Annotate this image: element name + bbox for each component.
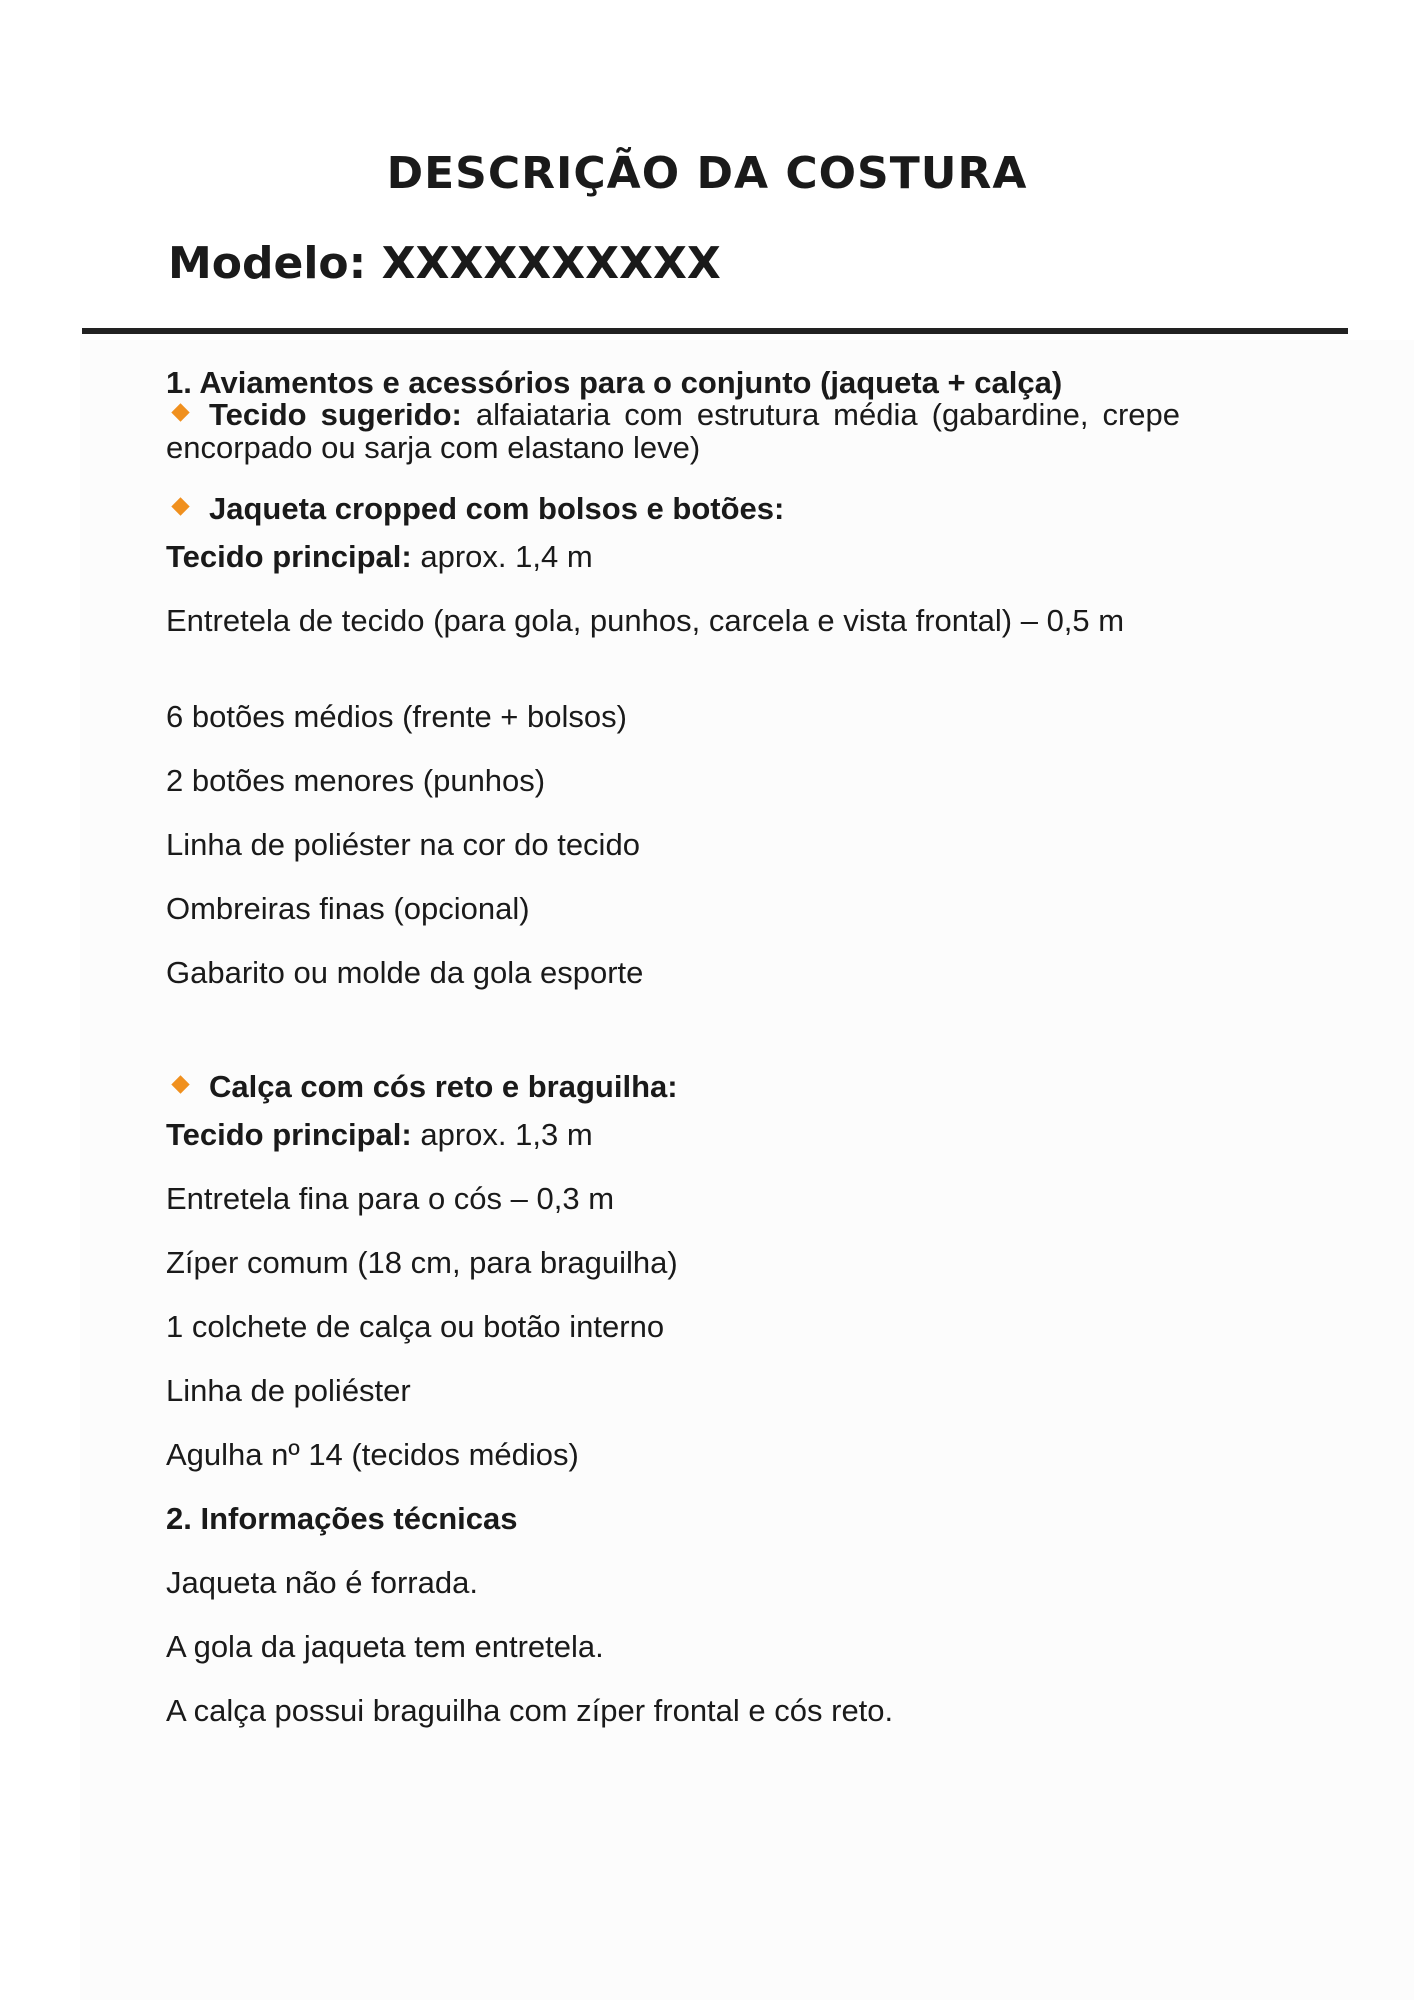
- jacket-title: Jaqueta cropped com bolsos e botões:: [209, 491, 785, 526]
- jacket-main-fabric-label: Tecido principal:: [166, 539, 412, 574]
- page-background: [80, 340, 1414, 2000]
- pants-main-fabric: [166, 1118, 1180, 1151]
- jacket-item: 6 botões médios (frente + bolsos): [166, 699, 627, 734]
- model-line: [168, 238, 721, 289]
- document-title: DESCRIÇÃO DA COSTURA: [386, 148, 1028, 199]
- suggested-fabric-text: alfaiataria com estrutura média (gabardine, crepe encorpado ou sarja com elastano leve): [166, 397, 1180, 465]
- section-1-heading: 1. Aviamentos e acessórios para o conjunto (jaqueta + calça): [166, 365, 1063, 400]
- diamond-bullet-icon: [171, 497, 189, 515]
- jacket-item: Ombreiras finas (opcional): [166, 891, 530, 926]
- section-2-heading: 2. Informações técnicas: [166, 1501, 518, 1536]
- suggested-fabric: [166, 398, 1180, 464]
- model-value: XXXXXXXXXX: [381, 238, 721, 289]
- jacket-item: Entretela de tecido (para gola, punhos, carcela e vista frontal) – 0,5 m: [166, 603, 1125, 638]
- jacket-heading: [166, 492, 1180, 525]
- jacket-item: Gabarito ou molde da gola esporte: [166, 955, 644, 990]
- pants-main-fabric-value: aprox. 1,3 m: [420, 1117, 593, 1152]
- diamond-bullet-icon: [171, 1075, 189, 1093]
- pants-item: 1 colchete de calça ou botão interno: [166, 1309, 665, 1344]
- pants-item: Entretela fina para o cós – 0,3 m: [166, 1181, 615, 1216]
- pants-title: Calça com cós reto e braguilha:: [209, 1069, 678, 1104]
- technical-item: A gola da jaqueta tem entretela.: [166, 1629, 604, 1664]
- jacket-main-fabric: [166, 540, 1180, 573]
- header-divider: [82, 328, 1348, 334]
- diamond-bullet-icon: [171, 403, 189, 421]
- suggested-fabric-label: Tecido sugerido:: [209, 397, 462, 432]
- jacket-item: Linha de poliéster na cor do tecido: [166, 827, 640, 862]
- model-label: Modelo:: [168, 238, 367, 289]
- pants-heading: [166, 1070, 1180, 1103]
- pants-item: Linha de poliéster: [166, 1373, 411, 1408]
- jacket-main-fabric-value: aprox. 1,4 m: [420, 539, 593, 574]
- jacket-item: 2 botões menores (punhos): [166, 763, 546, 798]
- pants-main-fabric-label: Tecido principal:: [166, 1117, 412, 1152]
- technical-item: A calça possui braguilha com zíper frontal e cós reto.: [166, 1693, 894, 1728]
- pants-item: Agulha nº 14 (tecidos médios): [166, 1437, 579, 1472]
- pants-item: Zíper comum (18 cm, para braguilha): [166, 1245, 678, 1280]
- technical-item: Jaqueta não é forrada.: [166, 1565, 478, 1600]
